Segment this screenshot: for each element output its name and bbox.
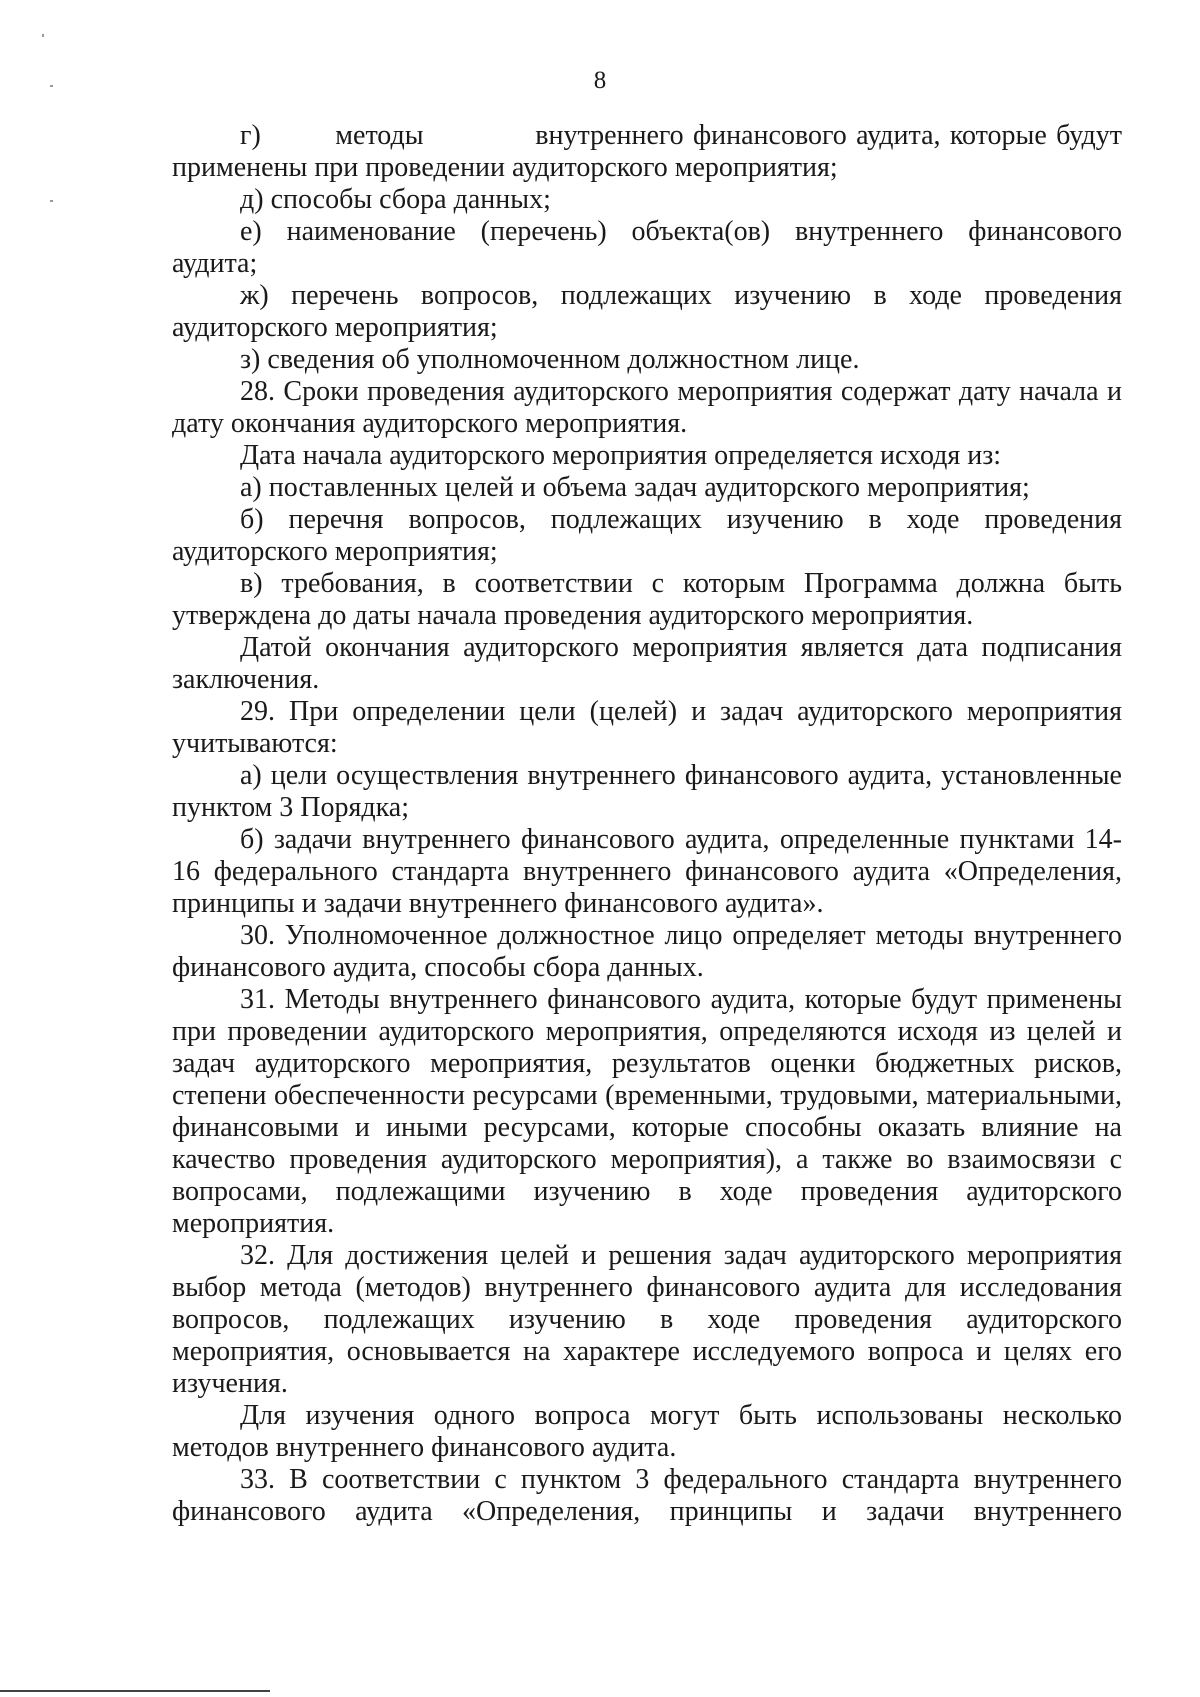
document-body bbox=[172, 120, 1122, 1528]
end-date-paragraph: Датой окончания аудиторского мероприятия является дата подписания заключения. bbox=[172, 632, 1122, 695]
methods-paragraph: Для изучения одного вопроса могут быть использованы несколько методов внутреннего финансового аудита. bbox=[172, 1400, 1122, 1463]
page-number: 8 bbox=[593, 67, 607, 94]
item-g-line-1: г) методы внутреннего финансового аудита, которые будут bbox=[240, 120, 1122, 151]
item-e: е) наименование (перечень) объекта(ов) внутреннего финансового аудита; bbox=[172, 216, 1122, 279]
clause-30: 30. Уполномоченное должностное лицо определяет методы внутреннего финансового аудита, способы сбора данных. bbox=[172, 920, 1122, 983]
clause-29: 29. При определении цели (целей) и задач аудиторского мероприятия учитываются: bbox=[172, 696, 1122, 759]
item-g-line-2: применены при проведении аудиторского мероприятия; bbox=[172, 152, 838, 183]
item-zh: ж) перечень вопросов, подлежащих изучению в ходе проведения аудиторского мероприятия; bbox=[172, 280, 1122, 343]
clause-29-item-a: а) цели осуществления внутреннего финансового аудита, установленные пунктом 3 Порядка; bbox=[172, 760, 1122, 823]
clause-28: 28. Сроки проведения аудиторского мероприятия содержат дату начала и дату окончания аудиторского мероприятия. bbox=[172, 376, 1122, 439]
clause-33-line-2: финансового аудита «Определения, принципы и задачи внутреннего bbox=[172, 1496, 1122, 1527]
clause-31: 31. Методы внутреннего финансового аудита, которые будут применены при проведении аудиторского мероприятия, определяются исходя из целей и задач аудиторского мероприятия, результатов оценки бюджетных рисков, степени обеспеченности ресурсами (временными, трудовыми, материальными, финансовыми и иными ресурсами, которые способны оказать влияние на качество проведения аудиторского мероприятия), а также во взаимосвязи с вопросами, подлежащими изучению в ходе проведения аудиторского мероприятия. bbox=[172, 984, 1122, 1239]
clause-29-item-b: б) задачи внутреннего финансового аудита, определенные пунктами 14-16 федерального стандарта внутреннего финансового аудита «Определения, принципы и задачи внутреннего финансового аудита». bbox=[172, 824, 1122, 919]
start-date-intro: Дата начала аудиторского мероприятия определяется исходя из: bbox=[240, 440, 1002, 471]
scan-mark-left-1 bbox=[42, 34, 44, 37]
start-date-item-a: а) поставленных целей и объема задач аудиторского мероприятия; bbox=[240, 472, 1030, 503]
start-date-item-b: б) перечня вопросов, подлежащих изучению в ходе проведения аудиторского мероприятия; bbox=[172, 504, 1122, 567]
clause-32: 32. Для достижения целей и решения задач аудиторского мероприятия выбор метода (методов) внутреннего финансового аудита для исследования вопросов, подлежащих изучению в ходе проведения аудиторского мероприятия, основывается на характере исследуемого вопроса и целях его изучения. bbox=[172, 1240, 1122, 1399]
start-date-item-v: в) требования, в соответствии с которым Программа должна быть утверждена до даты начала проведения аудиторского мероприятия. bbox=[172, 568, 1122, 631]
bottom-scan-line bbox=[0, 1690, 270, 1692]
clause-33-line-1: 33. В соответствии с пунктом 3 федерального стандарта внутреннего bbox=[240, 1464, 1122, 1495]
item-z: з) сведения об уполномоченном должностном лице. bbox=[240, 344, 860, 375]
scan-mark-left-3 bbox=[50, 200, 53, 202]
item-d: д) способы сбора данных; bbox=[240, 184, 551, 215]
